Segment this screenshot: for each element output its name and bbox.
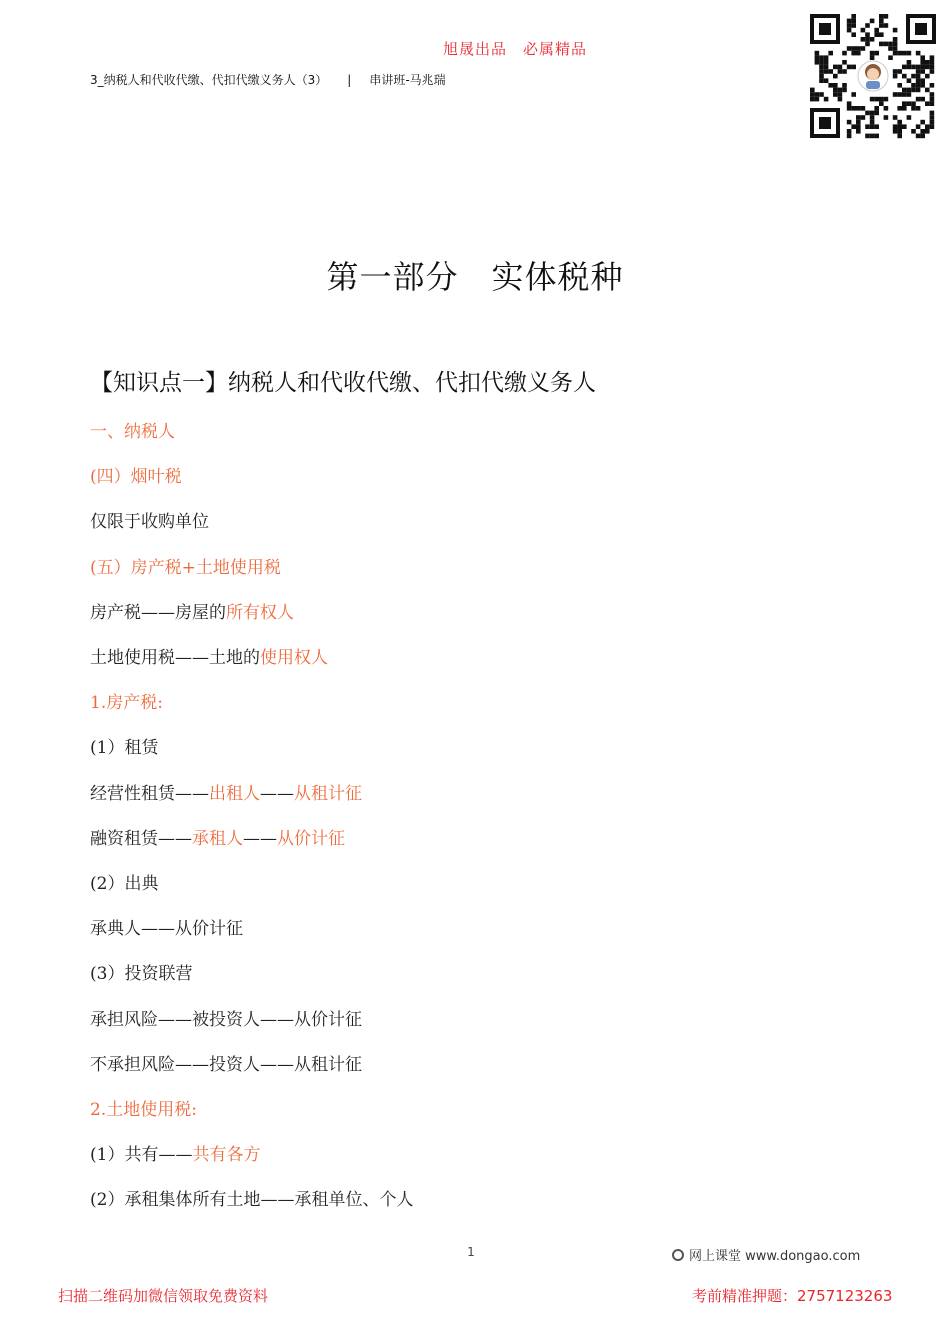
body-text: (2）出典: [90, 874, 159, 894]
content-line: [90, 601, 294, 625]
content-line: [90, 827, 345, 851]
highlighted-text: (四）烟叶税: [90, 467, 182, 487]
content-line: [90, 691, 163, 715]
highlighted-text: 承租人: [192, 829, 243, 849]
content-line: [90, 917, 243, 941]
qr-code-icon: [808, 12, 938, 140]
content-line: [90, 1008, 362, 1032]
site-text: 网上课堂 www.dongao.com: [689, 1249, 861, 1264]
highlighted-text: 1.房产税:: [90, 693, 163, 713]
body-text: 承担风险——被投资人——从价计征: [90, 1010, 362, 1030]
highlighted-text: 共有各方: [192, 1145, 261, 1165]
doc-title: 3_纳税人和代收代缴、代扣代缴义务人（3）: [90, 73, 328, 87]
body-text: (1）共有——: [90, 1145, 193, 1165]
highlighted-text: 从价计征: [277, 829, 345, 849]
body-text: 不承担风险——投资人——从租计征: [90, 1055, 362, 1075]
content-line: [90, 465, 182, 489]
content-line: [90, 1053, 362, 1077]
content-line: [90, 872, 158, 896]
part-title: 第一部分 实体税种: [326, 258, 624, 296]
content-line: [90, 736, 158, 760]
body-text: 经营性租赁——: [90, 784, 209, 804]
highlighted-text: 所有权人: [226, 603, 294, 623]
highlighted-text: 2.土地使用税:: [90, 1100, 197, 1120]
content-line: [90, 510, 209, 534]
body-text: ——: [243, 829, 277, 849]
highlighted-text: 一、纳税人: [90, 422, 175, 442]
body-text: (1）租赁: [90, 738, 159, 758]
page-number: 1: [467, 1245, 475, 1259]
course-name: 串讲班-马兆瑞: [369, 73, 446, 87]
body-text: 房产税——房屋的: [90, 603, 226, 623]
body-text: (3）投资联营: [90, 964, 193, 984]
content-line: [90, 962, 192, 986]
brand-slogan: 旭晟出品 必属精品: [442, 40, 587, 58]
dongao-logo-icon: [672, 1249, 684, 1261]
body-text: 仅限于收购单位: [90, 512, 209, 532]
highlighted-text: (五）房产税+土地使用税: [90, 558, 281, 578]
highlighted-text: 出租人: [209, 784, 260, 804]
content-line: [90, 1098, 197, 1122]
content-line: [90, 646, 328, 670]
content-line: [90, 782, 362, 806]
body-text: ——: [260, 784, 294, 804]
header-separator: |: [347, 73, 352, 87]
footer-left-note: 扫描二维码加微信领取免费资料: [58, 1287, 269, 1305]
content-line: [90, 1188, 413, 1212]
content-line: [90, 420, 175, 444]
body-text: 融资租赁——: [90, 829, 192, 849]
site-logo[interactable]: [672, 1245, 860, 1264]
highlighted-text: 使用权人: [260, 648, 328, 668]
body-text: 承典人——从价计征: [90, 919, 243, 939]
highlighted-text: 从租计征: [294, 784, 362, 804]
content-line: [90, 1143, 260, 1167]
running-header: [90, 71, 446, 88]
body-text: (2）承租集体所有土地——承租单位、个人: [90, 1190, 414, 1210]
body-text: 土地使用税——土地的: [90, 648, 260, 668]
footer-right-note: 考前精准押题：2757123263: [692, 1287, 893, 1305]
knowledge-point-title: 【知识点一】纳税人和代收代缴、代扣代缴义务人: [90, 370, 596, 396]
content-line: [90, 556, 281, 580]
